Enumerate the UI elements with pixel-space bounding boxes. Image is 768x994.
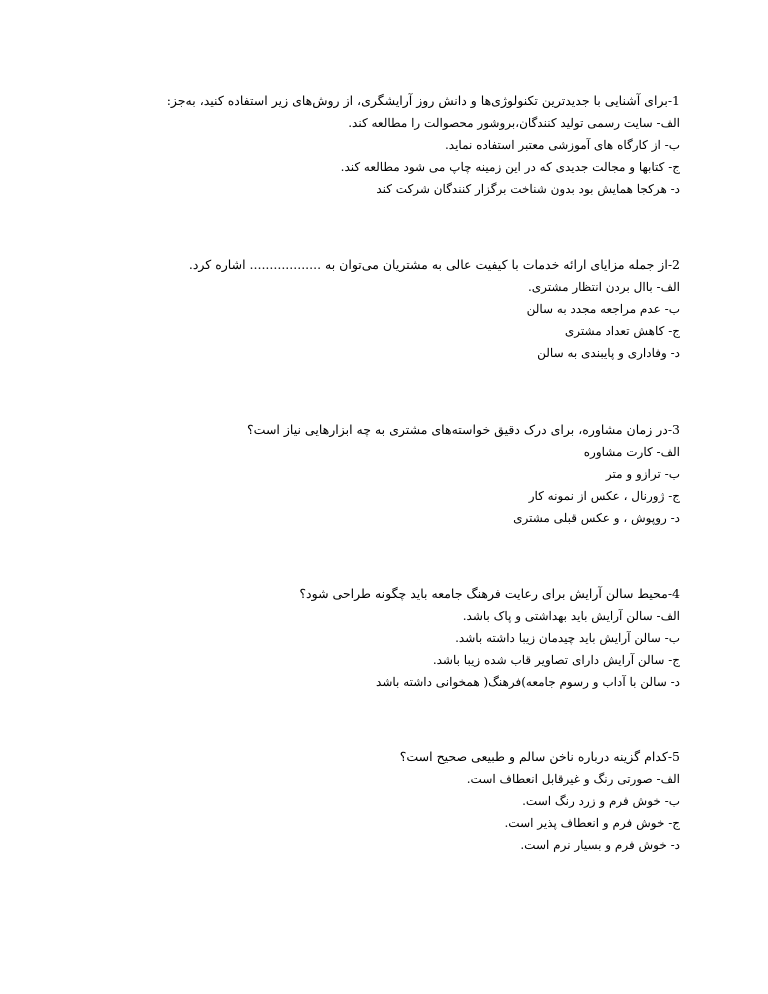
question-text: 2-از جمله مزایای ارائه خدمات با کیفیت عالی به مشتریان می‌توان به .................. اشاره کرد. — [188, 257, 680, 272]
option-dal: د- خوش فرم و بسیار نرم است. — [520, 838, 680, 852]
question-5 — [160, 746, 680, 856]
option-jim: ج- ژورنال ، عکس از نمونه کار — [528, 489, 680, 503]
option-be: ب- ترازو و متر — [605, 467, 680, 481]
option-jim: ج- خوش فرم و انعطاف پذیر است. — [504, 816, 680, 830]
question-3 — [160, 419, 680, 529]
option-alef: الف- کارت مشاوره — [583, 445, 680, 459]
option-jim: ج- سالن آرایش دارای تصاویر قاب شده زیبا باشد. — [432, 653, 680, 667]
question-text: 4-محیط سالن آرایش برای رعایت فرهنگ جامعه باید چگونه طراحی شود؟ — [299, 586, 680, 601]
option-alef: الف- صورتی رنگ و غیرقابل انعطاف است. — [466, 772, 680, 786]
option-dal: د- وفاداری و پایبندی به سالن — [537, 346, 680, 360]
option-jim: ج- کتابها و مجالت جدیدی که در این زمینه چاپ می شود مطالعه کند. — [340, 160, 680, 174]
option-be: ب- سالن آرایش باید چیدمان زیبا داشته باشد. — [455, 631, 680, 645]
option-alef: الف- سالن آرایش باید بهداشتی و پاک باشد. — [462, 609, 680, 623]
option-dal: د- هرکجا همایش بود بدون شناخت برگزار کنندگان شرکت کند — [376, 182, 680, 196]
option-be: ب- عدم مراجعه مجدد به سالن — [526, 302, 680, 316]
option-be: ب- از کارگاه های آموزشی معتبر استفاده نماید. — [444, 138, 680, 152]
question-1 — [160, 90, 680, 200]
option-alef: الف- باال بردن انتظار مشتری. — [527, 280, 680, 294]
option-alef: الف- سایت رسمی تولید کنندگان،بروشور محصوالت را مطالعه کند. — [348, 116, 680, 130]
option-jim: ج- کاهش تعداد مشتری — [564, 324, 680, 338]
question-4 — [160, 583, 680, 693]
question-text: 1-برای آشنایی با جدیدترین تکنولوژی‌ها و دانش روز آرایشگری، از روش‌های زیر استفاده کنید، به‌جز: — [166, 93, 680, 108]
question-text: 3-در زمان مشاوره، برای درک دقیق خواسته‌های مشتری به چه ابزارهایی نیاز است؟ — [247, 422, 680, 437]
question-2 — [160, 254, 680, 364]
option-be: ب- خوش فرم و زرد رنگ است. — [522, 794, 680, 808]
option-dal: د- روپوش ، و عکس قبلی مشتری — [513, 511, 680, 525]
option-dal: د- سالن با آداب و رسوم جامعه)فرهنگ( همخوانی داشته باشد — [376, 675, 680, 689]
question-text: 5-کدام گزینه درباره ناخن سالم و طبیعی صحیح است؟ — [399, 749, 680, 764]
